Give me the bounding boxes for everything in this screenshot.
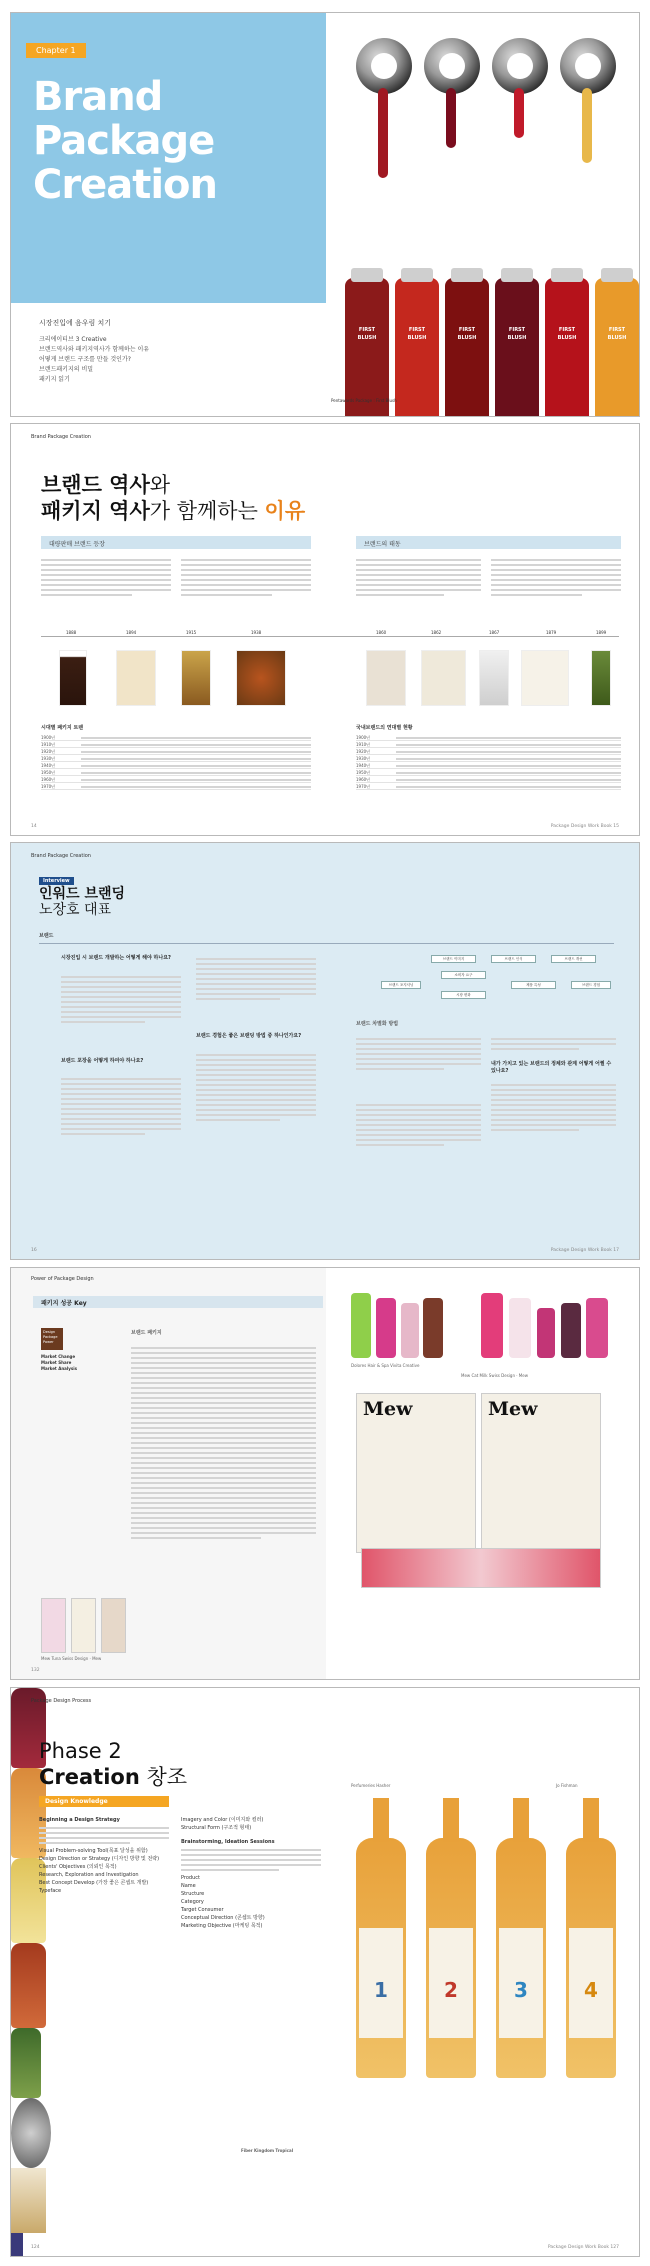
phase-title: Phase 2 Creation 창조 <box>39 1739 188 1789</box>
image-caption: Jo Fishman <box>556 1783 578 1788</box>
chapter-title <box>33 75 217 207</box>
page-number-right: Package Design Work Book 15 <box>550 824 619 829</box>
beer-bottle-image: 1 <box>356 1838 406 2078</box>
bottle-image: FIRST BLUSH <box>345 278 389 417</box>
juice-bottle-image <box>11 1943 46 2028</box>
beer-bottle-image: 3 <box>496 1838 546 2078</box>
section-bar-right: 브랜드의 태동 <box>356 536 621 549</box>
page-number-left: 124 <box>31 2245 40 2250</box>
topic-item: 패키지 읽기 <box>39 376 70 383</box>
spread-package-power <box>10 1267 640 1680</box>
answer-text <box>356 1101 481 1149</box>
page-number-right: Package Design Work Book 17 <box>550 1248 619 1253</box>
timeline-year: 1867 <box>489 630 500 635</box>
topic-list <box>39 335 149 385</box>
mew-package-image <box>71 1598 96 1653</box>
body-text <box>131 1344 316 1542</box>
design-knowledge-bar: Design Knowledge <box>39 1796 169 1807</box>
image-caption: Mew Cat Milk Swiss Design · Mew <box>461 1373 528 1378</box>
chapter-tag: Chapter 1 <box>26 43 86 58</box>
interview-question: 브랜드 경험은 좋은 브랜딩 방법 중 하나인가요? <box>196 1033 302 1039</box>
timeline-year: 1862 <box>431 630 442 635</box>
spread-brand-history <box>10 423 640 836</box>
mew-milk-carton-image: Mew <box>356 1393 476 1553</box>
spread-phase-2 <box>10 1687 640 2257</box>
interview-question: 내가 가치고 있는 브랜드의 정체와 관계 어떻게 어쩔 수 있나요? <box>491 1061 612 1074</box>
mew-carton-base-image <box>361 1548 601 1588</box>
key-box: Design Package Power <box>41 1328 63 1350</box>
interview-title: 인워드 브랜딩 노장호 대표 <box>39 886 126 918</box>
wine-stream <box>446 88 456 148</box>
bottle-image: FIRST BLUSH <box>495 278 539 417</box>
image-caption: Perfumeries Hasher <box>351 1783 391 1788</box>
timeline-year: 1899 <box>596 630 607 635</box>
chapter-subtitle: 시장진입에 음우림 치기 <box>39 319 112 327</box>
running-header: Brand Package Creation <box>31 434 91 440</box>
left-page <box>11 13 326 417</box>
body-text <box>181 556 311 599</box>
page-number-left: 16 <box>31 1248 37 1253</box>
answer-text <box>196 955 316 1003</box>
pen-product-image <box>11 2233 23 2257</box>
cosmetic-bottle-image <box>537 1308 555 1358</box>
cosmetic-tube-image <box>351 1293 371 1358</box>
beer-bottle-image: 2 <box>426 1838 476 2078</box>
answer-text <box>196 1051 316 1124</box>
mew-milk-carton-image: Mew <box>481 1393 601 1553</box>
interview-badge: Interview <box>39 877 74 885</box>
image-caption: Pentawards Package : First Blush <box>331 398 397 403</box>
diagram-label: 브랜드 차별화 방법 <box>356 1021 399 1027</box>
answer-text <box>491 1081 616 1134</box>
product-photo <box>116 650 156 706</box>
running-header: Brand Package Creation <box>31 853 91 859</box>
page-number-left: 132 <box>31 1668 40 1673</box>
cosmetic-bottle-image <box>481 1293 503 1358</box>
body-text <box>356 556 481 599</box>
title-line-1: Brand <box>33 74 163 120</box>
wine-stream <box>378 88 388 178</box>
brainstorming-list: Imagery and Color (이미지와 컬러) Structural Form (구조적 형태) Brainstorming, Ideation Sessions Product Name Structure Category Target Consumer Conceptual Direction (콘셉트 방향) Marketing Objective (마케팅 목적) <box>181 1816 321 1930</box>
key-list: Market Change Market Share Market Analysis <box>41 1354 77 1371</box>
answer-text <box>356 1035 481 1073</box>
section-label: 브랜드 <box>39 933 54 939</box>
answer-text <box>61 1075 181 1138</box>
section-bar-left: 대량판매 브랜드 등장 <box>41 536 311 549</box>
title-line-3: Creation <box>33 162 217 208</box>
interview-question: 시장진입 시 브랜드 개발하는 어떻게 해야 하나요? <box>61 955 171 961</box>
image-caption: Fiber Kingdom Tropical <box>241 2148 294 2153</box>
page-number-right: Package Design Work Book 127 <box>547 2245 619 2250</box>
table-left: 시대별 패키지 트렌 1900년 1910년 1920년 1930년 1940년 1950년 1960년 1970년 <box>41 724 311 790</box>
perfume-bottle-image <box>11 2168 46 2233</box>
answer-text <box>491 1035 616 1053</box>
pour-cap-image <box>560 38 616 94</box>
cosmetic-tube-image <box>376 1298 396 1358</box>
bottle-image: FIRST BLUSH <box>395 278 439 417</box>
product-photo <box>181 650 211 706</box>
pour-cap-image <box>356 38 412 94</box>
interview-question: 브랜드 포장을 어떻게 하여야 하나요? <box>61 1058 144 1064</box>
key-title-bar: 패키지 성공 Key <box>33 1296 323 1308</box>
running-header: Package Design Process <box>31 1698 92 1704</box>
timeline-year: 1894 <box>126 630 137 635</box>
spread-chapter-opener <box>10 12 640 417</box>
beer-bottle-image: 4 <box>566 1838 616 2078</box>
mew-package-image <box>41 1598 66 1653</box>
cosmetic-bottle-image <box>561 1303 581 1358</box>
spread-interview: Brand Package Creation Interview 인워드 브랜딩 노장호 대표 브랜드 시장진입 시 브랜드 개발하는 어떻게 해야 하나요? 브랜드 포장을 어떻게 하여야 하나요? 브랜드 경험은 좋은 브랜딩 방법 중 하나인가요? 브랜드 이미지 브랜드 인식 브랜드 개선 브랜드 포지셔닝 소비자 요구 시장 변화 제품 특성 브랜드 경험 브랜드 차별화 방법 내가 가치고 있는 브랜드의 정체와 관계 어떻게 어쩔 수 있나요? 16 Package Design Work Book 17 <box>10 842 640 1260</box>
cosmetic-tube-image <box>401 1303 419 1358</box>
product-photo <box>479 650 509 706</box>
body-text <box>41 556 171 599</box>
topic-item: 크리에이티브 3 Creative <box>39 336 107 343</box>
bottle-image: FIRST BLUSH <box>445 278 489 417</box>
timeline-year: 1938 <box>251 630 262 635</box>
timeline-year: 1915 <box>186 630 197 635</box>
page-number-left: 14 <box>31 824 37 829</box>
spread-title: 브랜드 역사와 패키지 역사가 함께하는 이유 <box>41 473 306 523</box>
product-photo <box>591 650 611 706</box>
divider <box>39 943 614 944</box>
bottle-image: FIRST BLUSH <box>595 278 639 417</box>
topic-item: 어떻게 브랜드 구조를 만들 것인가? <box>39 356 131 363</box>
ivory-soap-image <box>521 650 569 706</box>
topic-item: 브랜드패키지의 비밀 <box>39 366 94 373</box>
body-text <box>491 556 621 599</box>
perfume-bottle-image <box>11 2098 51 2168</box>
title-line-2: Package <box>33 118 215 164</box>
coca-cola-bottle-image <box>59 650 87 706</box>
product-photo <box>236 650 286 706</box>
bottle-image: FIRST BLUSH <box>545 278 589 417</box>
juice-bottle-image <box>11 2028 41 2098</box>
product-photo <box>366 650 406 706</box>
image-caption: Mew Tuna Swiss Design · Mew <box>41 1656 102 1661</box>
pour-cap-image <box>492 38 548 94</box>
section-title: 브랜드 패키지 <box>131 1330 162 1336</box>
timeline-line <box>41 636 619 637</box>
timeline-year: 1888 <box>66 630 77 635</box>
cosmetic-bottle-image <box>509 1298 531 1358</box>
timeline-year: 1879 <box>546 630 557 635</box>
cosmetic-bottle-image <box>586 1298 608 1358</box>
wine-stream <box>514 88 524 138</box>
strategy-list: Beginning a Design Strategy Visual Problem-solving Tool(목표 달성을 위함) Design Direction or Strategy (디자인 방향 및 전략) Clients' Objectives (의뢰인 목적) Research, Exploration and Investigation Best Concept Develop (가장 좋은 콘셉트 개발) Typeface <box>39 1816 169 1895</box>
running-header: Power of Package Design <box>31 1276 94 1282</box>
table-right: 국내브랜드의 연대별 현황 1900년 1910년 1920년 1930년 1940년 1950년 1960년 1970년 <box>356 724 621 790</box>
wine-stream <box>582 88 592 163</box>
timeline-year: 1860 <box>376 630 387 635</box>
product-photo <box>421 650 466 706</box>
image-caption: Dolores Hair & Spa Vivita Creative <box>351 1363 420 1368</box>
answer-text <box>61 973 181 1026</box>
cosmetic-tube-image <box>423 1298 443 1358</box>
pour-cap-image <box>424 38 480 94</box>
mew-package-image <box>101 1598 126 1653</box>
topic-item: 브랜드역사와 패키지역사가 함께하는 이유 <box>39 346 150 353</box>
